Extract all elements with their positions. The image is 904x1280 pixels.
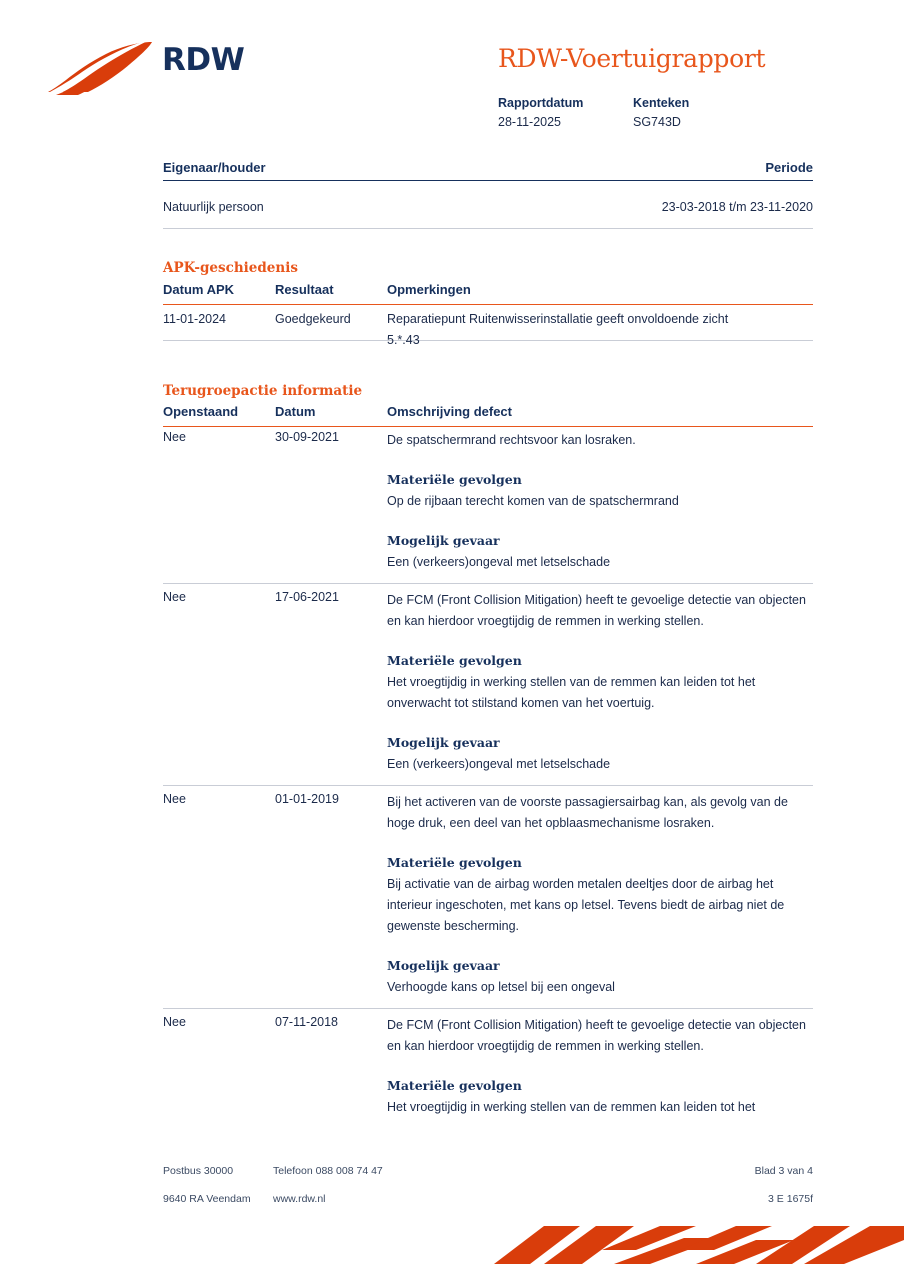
recall-danger-label: Mogelijk gevaar	[387, 533, 500, 548]
footer-decorative-graphic	[484, 1210, 904, 1280]
recall-detail	[387, 792, 813, 998]
apk-col-date: Datum APK	[163, 282, 235, 297]
period-value: 23-03-2018 t/m 23-11-2020	[661, 200, 813, 214]
page-title: RDW-Voertuigrapport	[498, 44, 766, 73]
list-item	[163, 786, 813, 1009]
footer-address-city: 9640 RA Veendam	[163, 1193, 251, 1205]
apk-remark-line-2: 5.*.43	[387, 333, 420, 347]
owner-value: Natuurlijk persoon	[163, 200, 264, 214]
recall-danger-label: Mogelijk gevaar	[387, 958, 500, 973]
recall-material: Bij activatie van de airbag worden metalen deeltjes door de airbag het interieur ingeschoten, met kans op letsel. Tevens biedt de airbag niet de gewenste bescherming.	[387, 877, 785, 933]
recall-open: Nee	[163, 430, 186, 444]
recall-defect: Bij het activeren van de voorste passagiersairbag kan, als gevolg van de hoge druk, een deel van het opblaasmechanisme losraken.	[387, 795, 788, 830]
recall-defect: De spatschermrand rechtsvoor kan losraken.	[387, 433, 636, 447]
period-label: Periode	[765, 160, 813, 175]
recall-date: 17-06-2021	[275, 590, 339, 604]
apk-remark-line-1: Reparatiepunt Ruitenwisserinstallatie geeft onvoldoende zicht	[387, 312, 729, 326]
recall-detail	[387, 430, 813, 573]
recall-date: 01-01-2019	[275, 792, 339, 806]
recall-danger-label: Mogelijk gevaar	[387, 735, 500, 750]
recall-detail	[387, 1015, 813, 1118]
recall-material-label: Materiële gevolgen	[387, 1078, 522, 1093]
recall-open: Nee	[163, 590, 186, 604]
chevron-stripes-icon	[484, 1210, 904, 1280]
recall-list	[163, 424, 813, 1128]
recall-danger: Een (verkeers)ongeval met letselschade	[387, 555, 611, 569]
report-meta	[498, 96, 818, 129]
recall-open: Nee	[163, 792, 186, 806]
recall-defect: De FCM (Front Collision Mitigation) heeft te gevoelige detectie van objecten en kan hierdoor vroegtijdig de remmen in werking stellen.	[387, 593, 806, 628]
owner-label: Eigenaar/houder	[163, 160, 266, 175]
recall-material-label: Materiële gevolgen	[387, 472, 522, 487]
recall-danger: Verhoogde kans op letsel bij een ongeval	[387, 980, 615, 994]
apk-remarks	[387, 309, 813, 351]
recall-material: Het vroegtijdig in werking stellen van de remmen kan leiden tot het	[387, 1100, 756, 1114]
recall-detail	[387, 590, 813, 775]
recall-date: 30-09-2021	[275, 430, 339, 444]
recall-col-date: Datum	[275, 404, 316, 419]
footer-address-po: Postbus 30000	[163, 1165, 234, 1177]
recall-material-label: Materiële gevolgen	[387, 855, 522, 870]
license-value: SG743D	[633, 115, 681, 129]
footer-doc-code: 3 E 1675f	[768, 1193, 813, 1205]
apk-col-remarks: Opmerkingen	[387, 282, 471, 297]
rdw-logo-text: RDW	[162, 42, 245, 78]
owner-section-header	[163, 160, 813, 181]
license-label: Kenteken	[633, 96, 690, 110]
recall-section-title: Terugroepactie informatie	[163, 383, 363, 399]
recall-material: Op de rijbaan terecht komen van de spatschermrand	[387, 494, 679, 508]
rdw-feather-logo-icon	[44, 40, 156, 96]
apk-col-result: Resultaat	[275, 282, 334, 297]
recall-material-label: Materiële gevolgen	[387, 653, 522, 668]
recall-date: 07-11-2018	[275, 1015, 339, 1029]
recall-defect: De FCM (Front Collision Mitigation) heeft te gevoelige detectie van objecten en kan hierdoor vroegtijdig de remmen in werking stellen.	[387, 1018, 806, 1053]
recall-col-open: Openstaand	[163, 404, 239, 419]
apk-section-title: APK-geschiedenis	[163, 260, 298, 276]
list-item	[163, 584, 813, 786]
footer-phone: Telefoon 088 008 74 47	[273, 1165, 383, 1177]
apk-date: 11-01-2024	[163, 312, 227, 326]
footer-website[interactable]: www.rdw.nl	[273, 1193, 326, 1205]
recall-danger: Een (verkeers)ongeval met letselschade	[387, 757, 611, 771]
apk-table-header	[163, 282, 813, 305]
owner-section-body	[163, 200, 813, 229]
recall-open: Nee	[163, 1015, 186, 1029]
recall-col-defect: Omschrijving defect	[387, 404, 512, 419]
apk-result: Goedgekeurd	[275, 312, 351, 326]
report-date-label: Rapportdatum	[498, 96, 584, 110]
table-row	[163, 303, 813, 347]
list-item	[163, 1009, 813, 1128]
recall-material: Het vroegtijdig in werking stellen van de remmen kan leiden tot het onverwacht tot stilstand komen van het voertuig.	[387, 675, 756, 710]
list-item	[163, 424, 813, 584]
report-date-value: 28-11-2025	[498, 115, 562, 129]
rdw-logo	[44, 34, 294, 94]
footer-page-number: Blad 3 van 4	[754, 1165, 813, 1177]
